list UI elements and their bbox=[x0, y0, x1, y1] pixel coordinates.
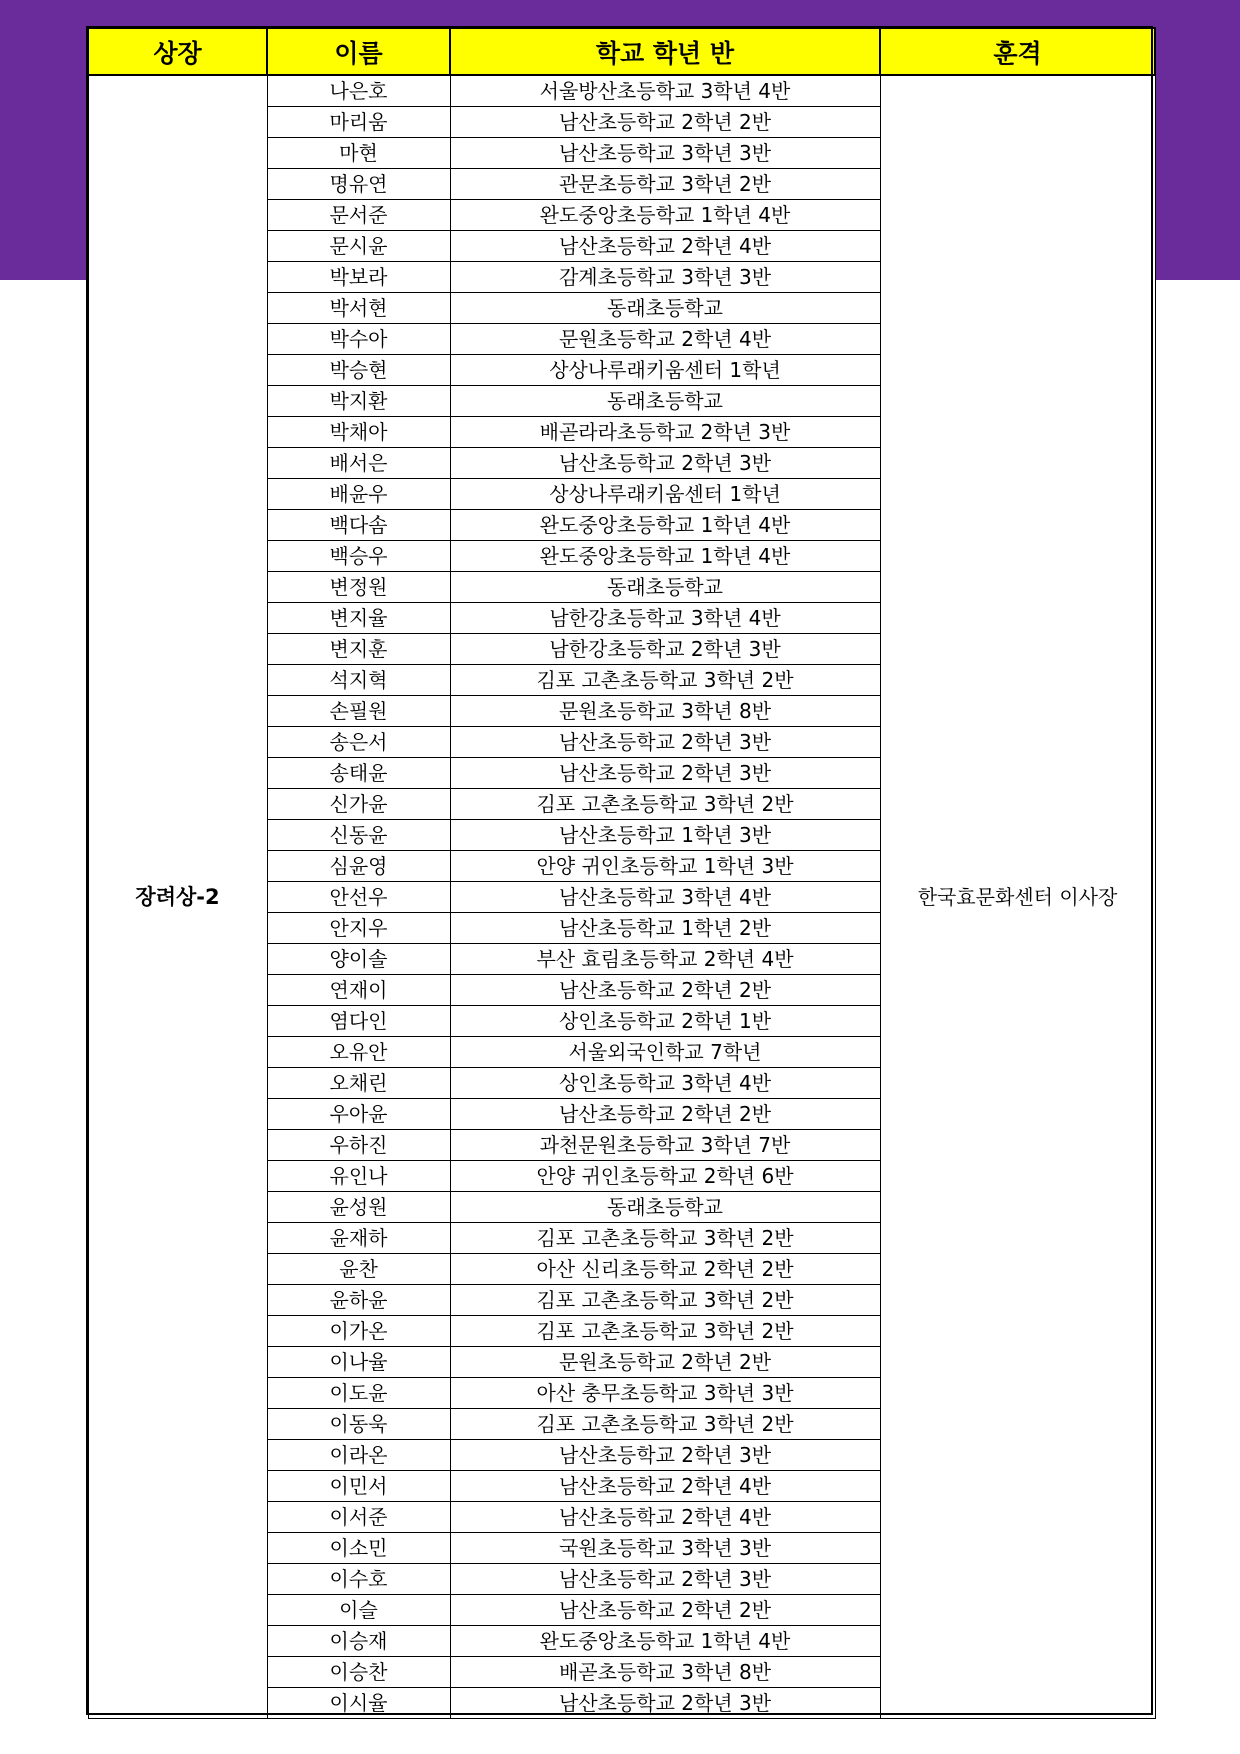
school-grade-class-cell: 완도중앙초등학교 1학년 4반 bbox=[450, 1626, 880, 1657]
student-name-cell: 유인나 bbox=[267, 1161, 450, 1192]
header-name: 이름 bbox=[267, 28, 450, 75]
school-grade-class-cell: 김포 고촌초등학교 3학년 2반 bbox=[450, 665, 880, 696]
table-row bbox=[88, 75, 1155, 107]
school-grade-class-cell: 남산초등학교 2학년 3반 bbox=[450, 1688, 880, 1719]
school-grade-class-cell: 남산초등학교 2학년 2반 bbox=[450, 1099, 880, 1130]
student-name-cell: 박지환 bbox=[267, 386, 450, 417]
student-name-cell: 윤하윤 bbox=[267, 1285, 450, 1316]
student-name-cell: 문서준 bbox=[267, 200, 450, 231]
school-grade-class-cell: 동래초등학교 bbox=[450, 572, 880, 603]
school-grade-class-cell: 국원초등학교 3학년 3반 bbox=[450, 1533, 880, 1564]
student-name-cell: 손필원 bbox=[267, 696, 450, 727]
school-grade-class-cell: 문원초등학교 2학년 2반 bbox=[450, 1347, 880, 1378]
student-name-cell: 이동욱 bbox=[267, 1409, 450, 1440]
table-header bbox=[88, 28, 1155, 75]
school-grade-class-cell: 김포 고촌초등학교 3학년 2반 bbox=[450, 1223, 880, 1254]
school-grade-class-cell: 과천문원초등학교 3학년 7반 bbox=[450, 1130, 880, 1161]
header-school: 학교 학년 반 bbox=[450, 28, 880, 75]
school-grade-class-cell: 배곧초등학교 3학년 8반 bbox=[450, 1657, 880, 1688]
student-name-cell: 신동윤 bbox=[267, 820, 450, 851]
school-grade-class-cell: 서울방산초등학교 3학년 4반 bbox=[450, 75, 880, 107]
student-name-cell: 염다인 bbox=[267, 1006, 450, 1037]
school-grade-class-cell: 동래초등학교 bbox=[450, 293, 880, 324]
school-grade-class-cell: 남산초등학교 1학년 3반 bbox=[450, 820, 880, 851]
student-name-cell: 이승찬 bbox=[267, 1657, 450, 1688]
school-grade-class-cell: 남산초등학교 2학년 4반 bbox=[450, 1471, 880, 1502]
student-name-cell: 백승우 bbox=[267, 541, 450, 572]
table-body bbox=[88, 75, 1155, 1719]
school-grade-class-cell: 동래초등학교 bbox=[450, 386, 880, 417]
student-name-cell: 송태윤 bbox=[267, 758, 450, 789]
school-grade-class-cell: 상상나루래키움센터 1학년 bbox=[450, 355, 880, 386]
school-grade-class-cell: 남산초등학교 2학년 3반 bbox=[450, 727, 880, 758]
student-name-cell: 변지훈 bbox=[267, 634, 450, 665]
student-name-cell: 우하진 bbox=[267, 1130, 450, 1161]
school-grade-class-cell: 상상나루래키움센터 1학년 bbox=[450, 479, 880, 510]
school-grade-class-cell: 관문초등학교 3학년 2반 bbox=[450, 169, 880, 200]
school-grade-class-cell: 남산초등학교 2학년 2반 bbox=[450, 975, 880, 1006]
student-name-cell: 변정원 bbox=[267, 572, 450, 603]
school-grade-class-cell: 남산초등학교 2학년 3반 bbox=[450, 1440, 880, 1471]
school-grade-class-cell: 남산초등학교 2학년 4반 bbox=[450, 231, 880, 262]
school-grade-class-cell: 남산초등학교 2학년 4반 bbox=[450, 1502, 880, 1533]
student-name-cell: 백다솜 bbox=[267, 510, 450, 541]
student-name-cell: 이승재 bbox=[267, 1626, 450, 1657]
school-grade-class-cell: 남한강초등학교 2학년 3반 bbox=[450, 634, 880, 665]
school-grade-class-cell: 남산초등학교 2학년 3반 bbox=[450, 1564, 880, 1595]
student-name-cell: 안지우 bbox=[267, 913, 450, 944]
student-name-cell: 이가온 bbox=[267, 1316, 450, 1347]
student-name-cell: 이나율 bbox=[267, 1347, 450, 1378]
school-grade-class-cell: 문원초등학교 2학년 4반 bbox=[450, 324, 880, 355]
student-name-cell: 안선우 bbox=[267, 882, 450, 913]
header-row bbox=[88, 28, 1155, 75]
school-grade-class-cell: 남산초등학교 2학년 2반 bbox=[450, 107, 880, 138]
student-name-cell: 이시율 bbox=[267, 1688, 450, 1719]
student-name-cell: 이라온 bbox=[267, 1440, 450, 1471]
school-grade-class-cell: 남산초등학교 2학년 3반 bbox=[450, 448, 880, 479]
school-grade-class-cell: 완도중앙초등학교 1학년 4반 bbox=[450, 541, 880, 572]
school-grade-class-cell: 상인초등학교 3학년 4반 bbox=[450, 1068, 880, 1099]
school-grade-class-cell: 아산 충무초등학교 3학년 3반 bbox=[450, 1378, 880, 1409]
student-name-cell: 박수아 bbox=[267, 324, 450, 355]
student-name-cell: 이민서 bbox=[267, 1471, 450, 1502]
school-grade-class-cell: 남산초등학교 1학년 2반 bbox=[450, 913, 880, 944]
student-name-cell: 윤찬 bbox=[267, 1254, 450, 1285]
school-grade-class-cell: 동래초등학교 bbox=[450, 1192, 880, 1223]
school-grade-class-cell: 안양 귀인초등학교 1학년 3반 bbox=[450, 851, 880, 882]
school-grade-class-cell: 완도중앙초등학교 1학년 4반 bbox=[450, 510, 880, 541]
school-grade-class-cell: 김포 고촌초등학교 3학년 2반 bbox=[450, 1285, 880, 1316]
student-name-cell: 마현 bbox=[267, 138, 450, 169]
school-grade-class-cell: 남산초등학교 2학년 3반 bbox=[450, 758, 880, 789]
student-name-cell: 이서준 bbox=[267, 1502, 450, 1533]
student-name-cell: 윤재하 bbox=[267, 1223, 450, 1254]
student-name-cell: 이도윤 bbox=[267, 1378, 450, 1409]
student-name-cell: 마리움 bbox=[267, 107, 450, 138]
student-name-cell: 연재이 bbox=[267, 975, 450, 1006]
school-grade-class-cell: 상인초등학교 2학년 1반 bbox=[450, 1006, 880, 1037]
student-name-cell: 양이솔 bbox=[267, 944, 450, 975]
student-name-cell: 박채아 bbox=[267, 417, 450, 448]
school-grade-class-cell: 김포 고촌초등학교 3학년 2반 bbox=[450, 789, 880, 820]
student-name-cell: 문시윤 bbox=[267, 231, 450, 262]
student-name-cell: 석지혁 bbox=[267, 665, 450, 696]
student-name-cell: 박서현 bbox=[267, 293, 450, 324]
header-mentor: 훈격 bbox=[880, 28, 1155, 75]
school-grade-class-cell: 완도중앙초등학교 1학년 4반 bbox=[450, 200, 880, 231]
header-award: 상장 bbox=[88, 28, 267, 75]
student-name-cell: 심윤영 bbox=[267, 851, 450, 882]
school-grade-class-cell: 서울외국인학교 7학년 bbox=[450, 1037, 880, 1068]
school-grade-class-cell: 배곧라라초등학교 2학년 3반 bbox=[450, 417, 880, 448]
student-name-cell: 명유연 bbox=[267, 169, 450, 200]
student-name-cell: 이슬 bbox=[267, 1595, 450, 1626]
student-name-cell: 이수호 bbox=[267, 1564, 450, 1595]
school-grade-class-cell: 안양 귀인초등학교 2학년 6반 bbox=[450, 1161, 880, 1192]
school-grade-class-cell: 아산 신리초등학교 2학년 2반 bbox=[450, 1254, 880, 1285]
student-name-cell: 오유안 bbox=[267, 1037, 450, 1068]
school-grade-class-cell: 문원초등학교 3학년 8반 bbox=[450, 696, 880, 727]
student-name-cell: 윤성원 bbox=[267, 1192, 450, 1223]
student-name-cell: 신가윤 bbox=[267, 789, 450, 820]
school-grade-class-cell: 김포 고촌초등학교 3학년 2반 bbox=[450, 1409, 880, 1440]
school-grade-class-cell: 남한강초등학교 3학년 4반 bbox=[450, 603, 880, 634]
student-name-cell: 이소민 bbox=[267, 1533, 450, 1564]
school-grade-class-cell: 감계초등학교 3학년 3반 bbox=[450, 262, 880, 293]
award-category-cell: 장려상-2 bbox=[88, 75, 267, 1719]
student-name-cell: 나은호 bbox=[267, 75, 450, 107]
student-name-cell: 배윤우 bbox=[267, 479, 450, 510]
school-grade-class-cell: 김포 고촌초등학교 3학년 2반 bbox=[450, 1316, 880, 1347]
student-name-cell: 송은서 bbox=[267, 727, 450, 758]
school-grade-class-cell: 남산초등학교 3학년 3반 bbox=[450, 138, 880, 169]
school-grade-class-cell: 부산 효림초등학교 2학년 4반 bbox=[450, 944, 880, 975]
award-title-cell: 한국효문화센터 이사장 bbox=[880, 75, 1155, 1719]
student-name-cell: 오채린 bbox=[267, 1068, 450, 1099]
student-name-cell: 변지율 bbox=[267, 603, 450, 634]
school-grade-class-cell: 남산초등학교 3학년 4반 bbox=[450, 882, 880, 913]
student-name-cell: 배서은 bbox=[267, 448, 450, 479]
student-name-cell: 박승현 bbox=[267, 355, 450, 386]
school-grade-class-cell: 남산초등학교 2학년 2반 bbox=[450, 1595, 880, 1626]
student-name-cell: 우아윤 bbox=[267, 1099, 450, 1130]
award-table bbox=[87, 27, 1156, 1719]
student-name-cell: 박보라 bbox=[267, 262, 450, 293]
